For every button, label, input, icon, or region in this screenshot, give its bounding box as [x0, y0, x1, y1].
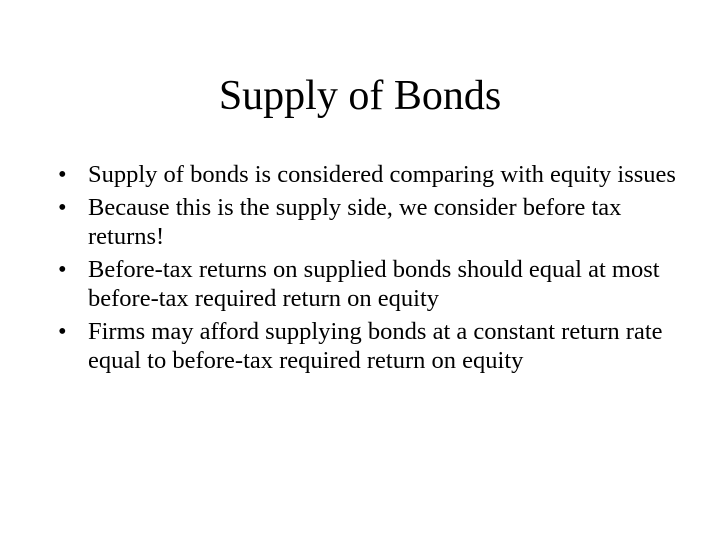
bullet-item: [58, 160, 678, 189]
bullet-text: Supply of bonds is considered comparing with equity issues: [88, 161, 676, 188]
bullet-marker: •: [58, 161, 67, 188]
bullet-item: [58, 193, 678, 251]
bullet-marker: •: [58, 256, 67, 283]
bullet-marker: •: [58, 194, 67, 221]
bullet-text: Before-tax returns on supplied bonds should equal at most before-tax required return on equity: [88, 256, 660, 312]
bullet-marker: •: [58, 318, 67, 345]
slide-title: Supply of Bonds: [218, 73, 502, 119]
bullet-text: Because this is the supply side, we consider before tax returns!: [88, 194, 622, 250]
bullet-list: [58, 160, 678, 379]
bullet-text: Firms may afford supplying bonds at a constant return rate equal to before-tax required return on equity: [88, 318, 663, 374]
bullet-item: [58, 317, 678, 375]
bullet-item: [58, 255, 678, 313]
